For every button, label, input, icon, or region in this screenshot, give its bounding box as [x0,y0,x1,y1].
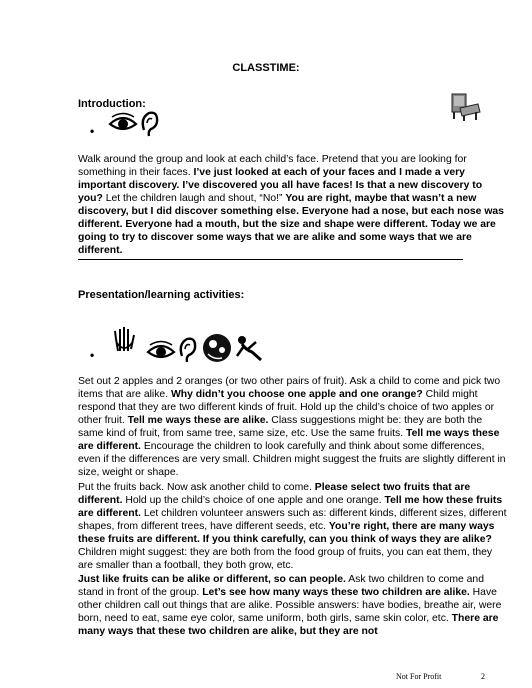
intro-paragraph [78,153,508,257]
footer-text: Not For Profit [396,672,442,681]
intro-bullet: • [90,124,95,138]
act3-text-1: Just like fruits can be alike or different, so can people. [78,574,346,585]
activities-heading: Presentation/learning activities: [78,289,245,301]
eye-icon [108,112,138,134]
intro-text-4: You are right, maybe that wasn’t a new discovery, but I did discover something else. Everyone had a nose, but each nose was different. Everyone had a mouth, but the size and shape were different. Today we are going to try to discover some ways that we are alike and some ways that we are different. [78,193,504,256]
intro-heading: Introduction: [78,98,146,110]
intro-text-2: I’ve just looked at each of your faces and I made a very important discovery. I’ve discovered you all have faces! Is that a new discovery to you? [78,167,483,204]
ear-icon [138,110,160,138]
eye-icon-2 [146,340,176,362]
page-title: CLASSTIME: [232,62,300,74]
activities-paragraph-1 [78,375,508,479]
act1-text-2: Why didn’t you choose one apple and one orange? [170,389,423,400]
activities-bullet: • [90,348,95,362]
act1-text-4: Tell me ways these are alike. [127,415,269,426]
act3-text-5: There are many ways that these two children are alike, but they are not [78,613,499,637]
head-thinking-icon [200,332,234,364]
activities-paragraph-2 [78,481,508,572]
act1-text-5: Class suggestions might be: they are both the same kind of fruit, from same tree, same size, etc. Use the same fruits. [78,415,483,439]
page-number: 2 [481,672,485,681]
act3-text-2: Ask two children to come and stand in front of the group. [78,574,484,598]
act3-text-4: Have other children call out things that are alike. Possible answers: have bodies, breathe air, were born, need to eat, same eye color, same uniform, both girls, same skin color, etc. [78,587,502,624]
act1-text-7: Encourage the children to look carefully and think about some differences, even if the differences are very small. Children might suggest the fruits are slightly different in size, weight or shape. [78,441,506,478]
act2-text-2: Please select two fruits that are different. [78,482,471,506]
classroom-desk-icon [446,90,482,122]
act1-text-1: Set out 2 apples and 2 oranges (or two other pairs of fruit). Ask a child to come and pick two items that are alike. [78,376,501,400]
stretching-person-icon [234,334,264,362]
act2-text-1: Put the fruits back. Now ask another child to come. [78,482,315,493]
intro-text-3: Let the children laugh and shout, “No!” [102,193,286,204]
act2-text-4: Tell me how these fruits are different. [78,495,503,519]
act3-text-3: Let’s see how many ways these two children are alike. [202,587,470,598]
hand-icon [112,325,138,353]
act2-text-3: Hold up the child’s choice of one apple and one orange. [122,495,385,506]
act1-text-3: Child might respond that they are two different kinds of fruit. Hold up the child’s choice of two apples or other fruit. [78,389,495,426]
act1-text-6: Tell me ways these are different. [78,428,500,452]
activities-paragraph-3 [78,573,508,638]
act2-text-6: You’re right, there are many ways these fruits are different. If you think carefully, can you think of ways they are alike? [78,521,495,545]
act2-text-7: Children might suggest: they are both from the food group of fruits, you can eat them, they are smaller than a football, they both grow, etc. [78,547,493,571]
section-divider [78,259,463,260]
intro-text-1: Walk around the group and look at each child’s face. Pretend that you are looking for something in their faces. [78,154,467,178]
act2-text-5: Let children volunteer answers such as: different kinds, different sizes, different shapes, from different trees, have different seeds, etc. [78,508,507,532]
ear-icon-2 [176,336,198,364]
